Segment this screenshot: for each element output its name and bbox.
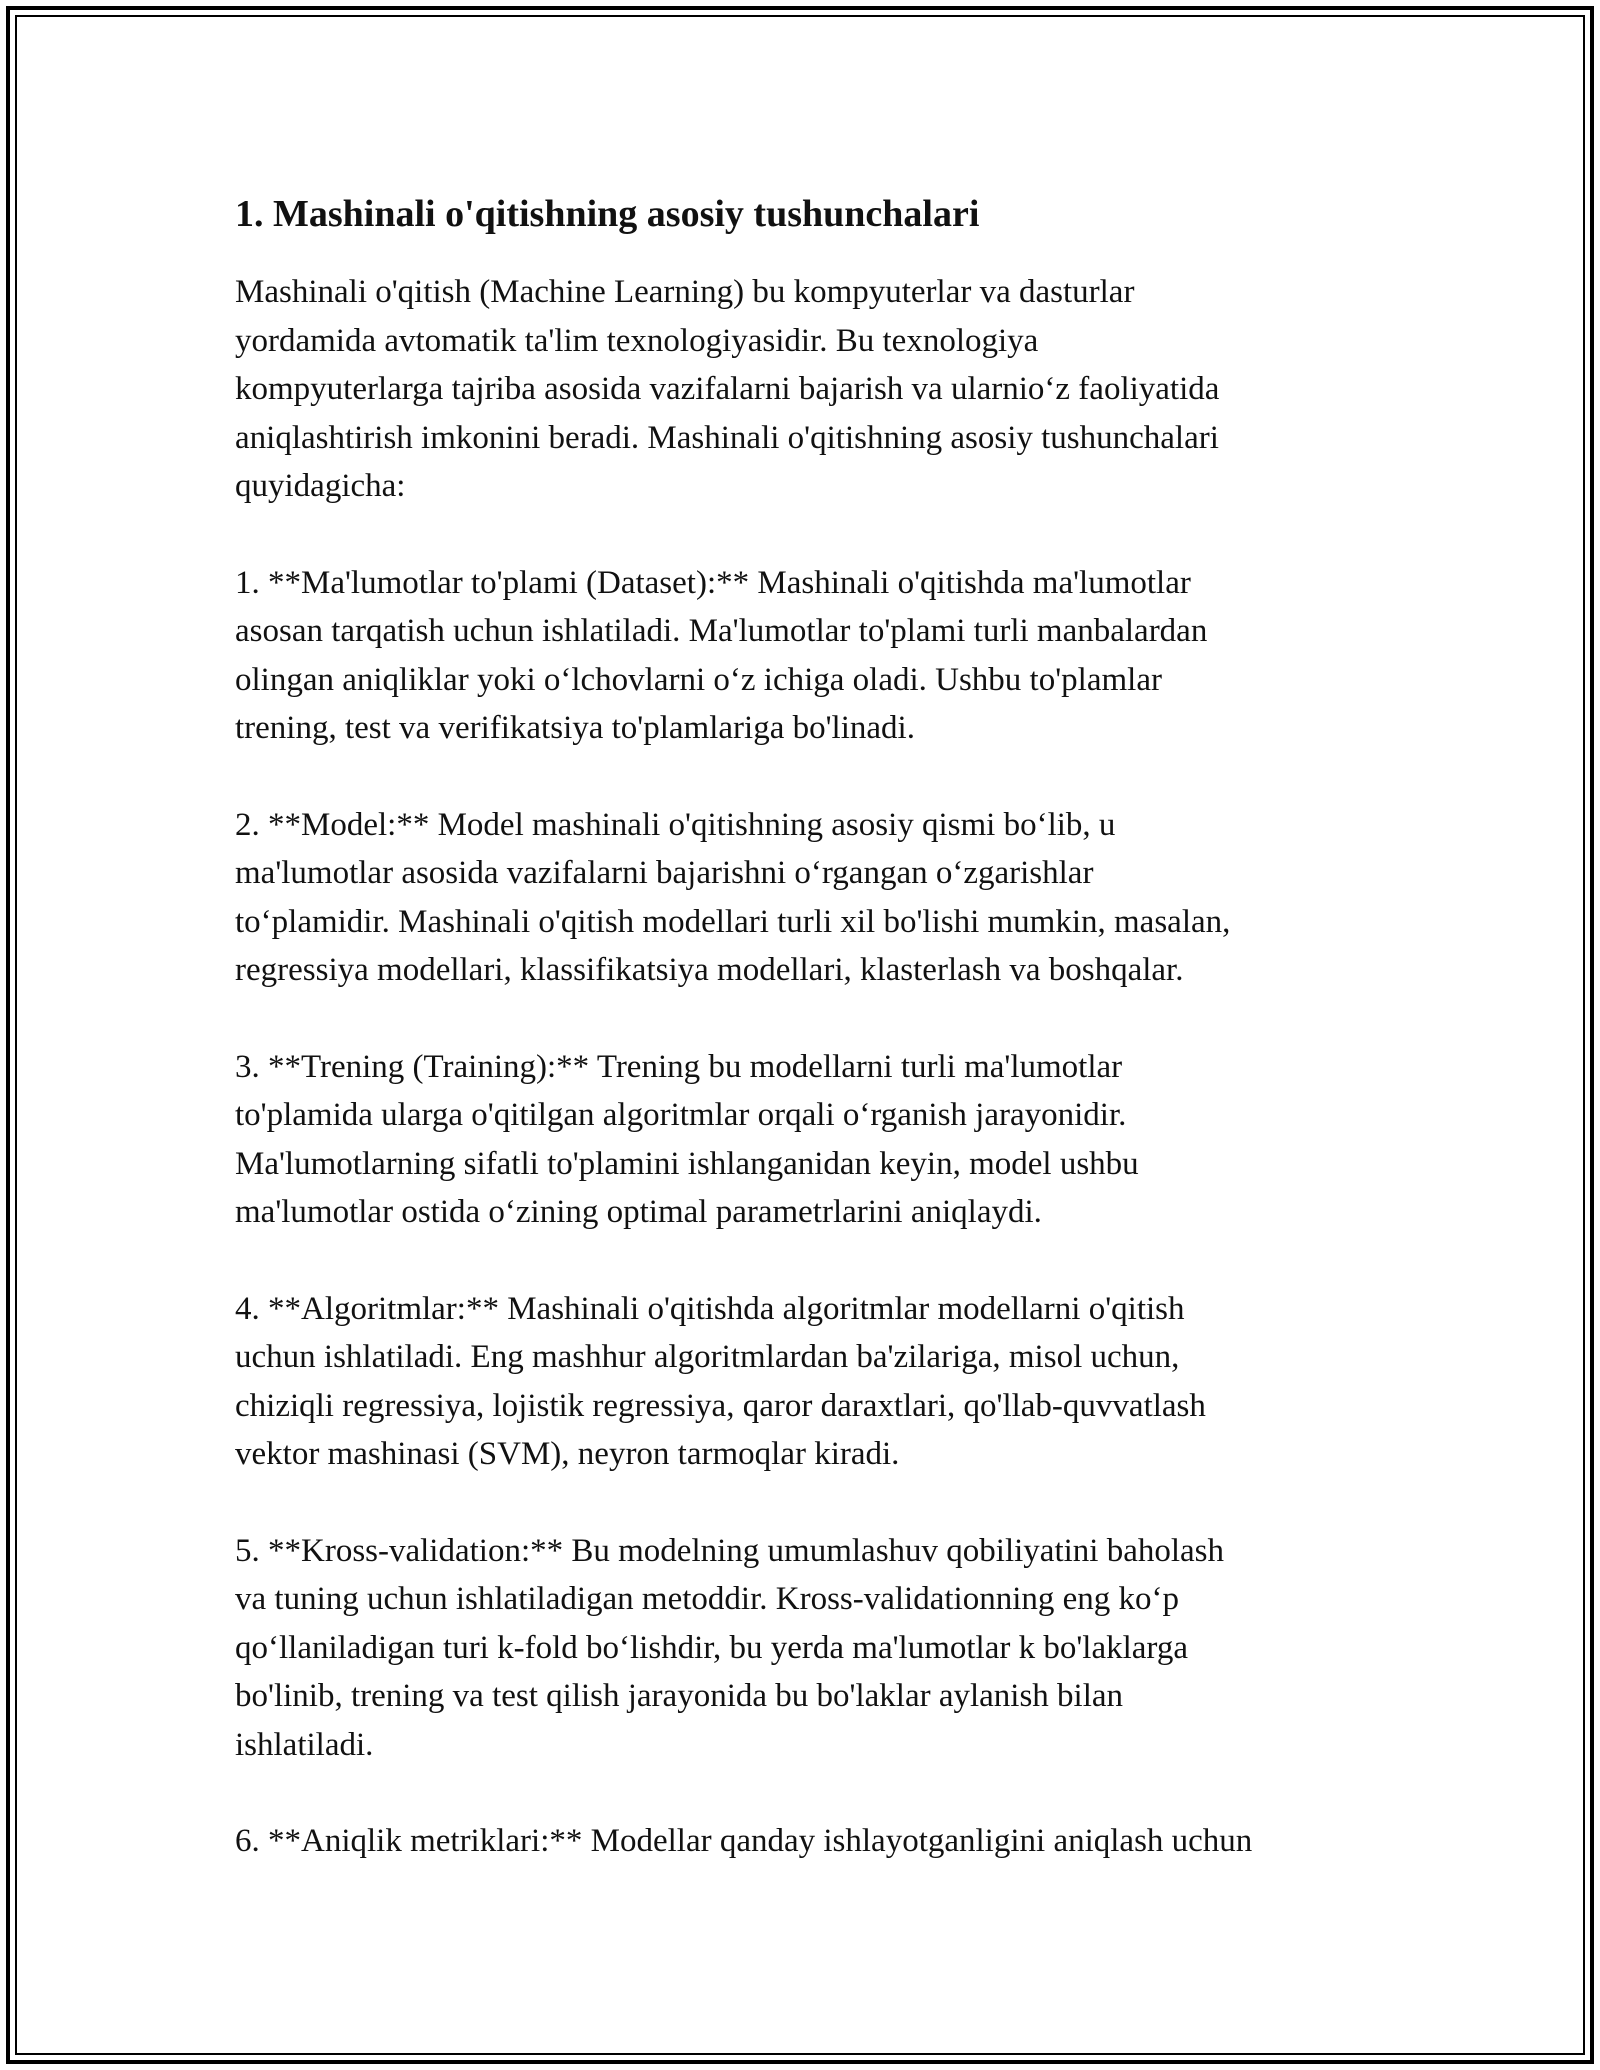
- document-title: 1. Mashinali o'qitishning asosiy tushunchalari: [235, 193, 980, 235]
- item-model-paragraph: 2. **Model:** Model mashinali o'qitishning asosiy qismi bo‘lib, u ma'lumotlar asosida vazifalarni bajarishni o‘rgangan o‘zgarishlar to‘plamidir. Mashinali o'qitish modellari turli xil bo'lishi mumkin, masalan, regressiya modellari, klassifikatsiya modellari, klasterlash va boshqalar.: [235, 806, 1231, 988]
- item-algorithms-paragraph: 4. **Algoritmlar:** Mashinali o'qitishda algoritmlar modellarni o'qitish uchun ishlatiladi. Eng mashhur algoritmlardan ba'zilariga, misol uchun, chiziqli regressiya, lojistik regressiya, qaror daraxtlari, qo'llab-quvvatlash vektor mashinasi (SVM), neyron tarmoqlar kiradi.: [235, 1290, 1206, 1472]
- item-dataset-paragraph: 1. **Ma'lumotlar to'plami (Dataset):** Mashinali o'qitishda ma'lumotlar asosan tarqatish uchun ishlatiladi. Ma'lumotlar to'plami turli manbalardan olingan aniqliklar yoki o‘lchovlarni o‘z ichiga oladi. Ushbu to'plamlar trening, test va verifikatsiya to'plamlariga bo'linadi.: [235, 564, 1208, 746]
- intro-paragraph: Mashinali o'qitish (Machine Learning) bu kompyuterlar va dasturlar yordamida avtomatik ta'lim texnologiyasidir. Bu texnologiya kompyuterlarga tajriba asosida vazifalarni bajarish va ularnio‘z faoliyatida aniqlashtirish imkonini beradi. Mashinali o'qitishning asosiy tushunchalari quyidagicha:: [235, 274, 1220, 504]
- item-cross-validation-paragraph: 5. **Kross-validation:** Bu modelning umumlashuv qobiliyatini baholash va tuning uchun ishlatiladigan metoddir. Kross-validationning eng ko‘p qo‘llaniladigan turi k-fold bo‘lishdir, bu yerda ma'lumotlar k bo'laklarga bo'linib, trening va test qilish jarayonida bu bo'laklar aylanish bilan ishlatiladi.: [235, 1532, 1225, 1763]
- item-training-paragraph: 3. **Trening (Training):** Trening bu modellarni turli ma'lumotlar to'plamida ularga o'qitilgan algoritmlar orqali o‘rganish jarayonidir. Ma'lumotlarning sifatli to'plamini ishlanganidan keyin, model ushbu ma'lumotlar ostida o‘zining optimal parametrlarini aniqlaydi.: [235, 1048, 1139, 1230]
- document-body: [235, 186, 1435, 1914]
- item-accuracy-metrics-paragraph: 6. **Aniqlik metriklari:** Modellar qanday ishlayotganligini aniqlash uchun: [235, 1823, 1253, 1859]
